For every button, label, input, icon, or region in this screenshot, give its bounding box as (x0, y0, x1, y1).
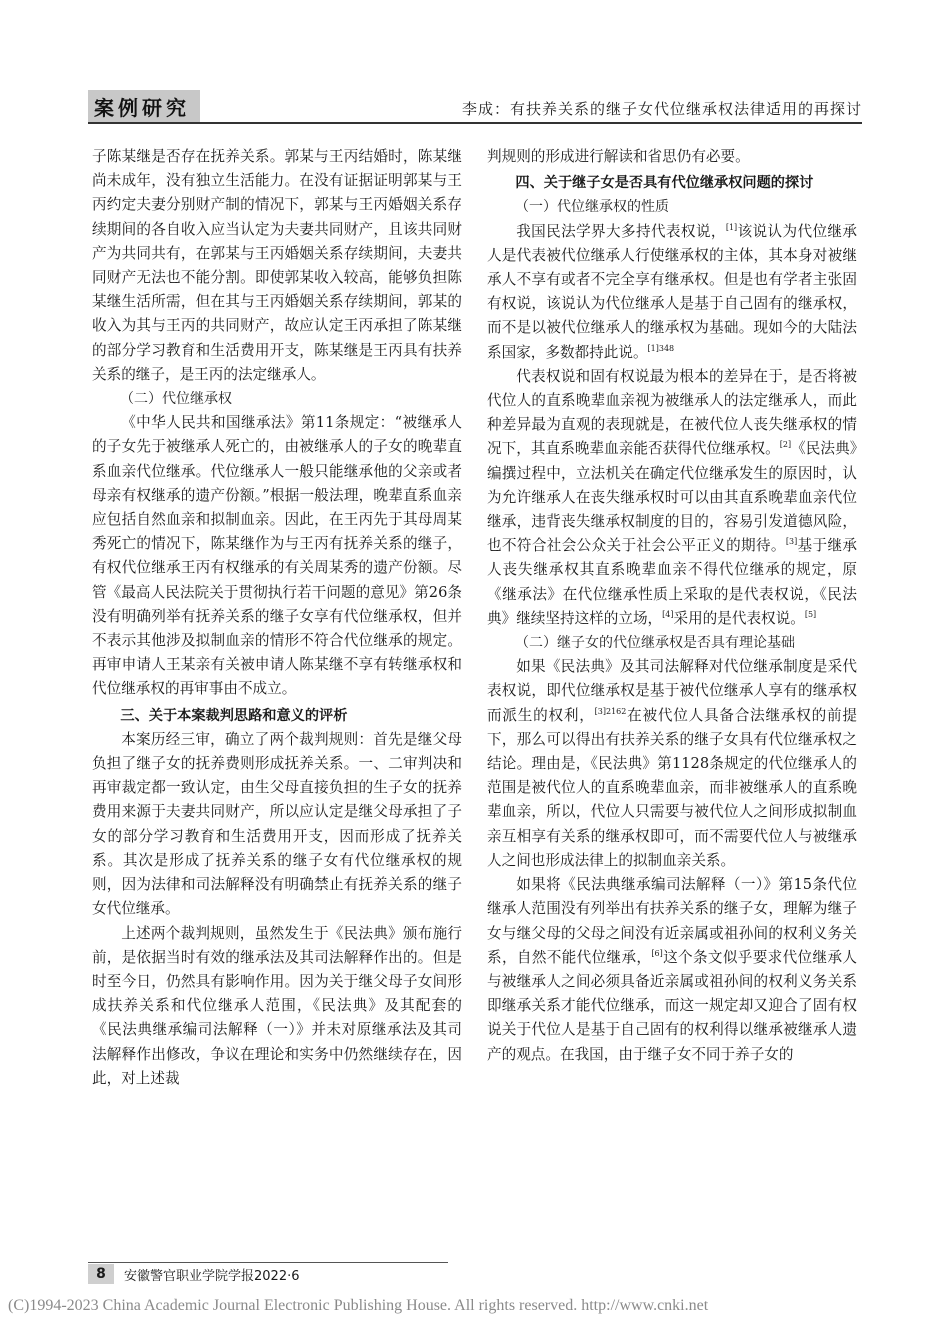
citation: [1] (725, 222, 738, 232)
subheading: （一）代位继承权的性质 (515, 199, 669, 216)
text: 如果《民法典》及其司法解释对代位继承制度是采代表权说，即代位继承权是基于被代位继承人享有的继承权而派生的权利， (487, 658, 857, 724)
section-heading: 四、关于继子女是否具有代位继承权问题的探讨 (515, 175, 814, 192)
text: 这个条文似乎要求代位继承人与被继承人之间必须具备近亲属或祖孙间的权利义务关系即继承关系才能代位继承，而这一规定却又迎合了固有权说关于代位人是基于自己固有的权利得以继承被继承人遗产的观点。在我国，由于继子女不同于养子女的 (487, 948, 857, 1063)
paragraph (487, 655, 857, 873)
text: 如果将《民法典继承编司法解释（一）》第15条代位继承人范围没有列举出有扶养关系的继子女，理解为继子女与继父母的父母之间没有近亲属或祖孙间的权利义务关系，自然不能代位继承， (487, 876, 857, 966)
left-column (92, 145, 462, 1091)
citation: [3]2162 (594, 706, 627, 716)
running-header (88, 86, 862, 126)
citation: [6] (651, 948, 663, 958)
journal-name: 安徽警官职业学院学报2022·6 (124, 1269, 300, 1284)
section-heading: 三、关于本案裁判思路和意义的评析 (120, 707, 348, 724)
paragraph: 子陈某继是否存在抚养关系。郭某与王丙结婚时，陈某继尚未成年，没有独立生活能力。在没有证据证明郭某与王丙约定夫妻分别财产制的情况下，郭某与王丙婚姻关系存续期间的各自收入应当认定为夫妻共同财产，且该共同财产为共同共有，在郭某与王丙婚姻关系存续期间，夫妻共同财产无法也不能分割。即使郭某收入较高，能够负担陈某继生活所需，但在其与王丙婚姻关系存续期间，郭某的收入为其与王丙的共同财产，故应认定王丙承担了陈某继的部分学习教育和生活费用开支，陈某继是王丙具有扶养关系的继子，是王丙的法定继承人。 (92, 148, 462, 383)
page-number: 8 (88, 1264, 114, 1284)
page-footer (88, 1262, 448, 1285)
paragraph: 上述两个裁判规则，虽然发生于《民法典》颁布施行前，是依据当时有效的继承法及其司法解释作出的。但是时至今日，仍然具有影响作用。因为关于继父母子女间形成扶养关系和代位继承人范围，《民法典》及其配套的《民法典继承编司法解释（一）》并未对原继承法及其司法解释作出修改，争议在理论和实务中仍然继续存在，因此，对上述裁 (92, 924, 462, 1087)
article-title: 李成：有扶养关系的继子女代位继承权法律适用的再探讨 (461, 100, 862, 118)
paragraph: 本案历经三审，确立了两个裁判规则：首先是继父母负担了继子女的抚养费则形成抚养关系。一、二审判决和再审裁定都一致认定，由生父母直接负担的生子女的抚养费用来源于夫妻共同财产，所以应认定是继父母承担了子女的部分学习教育和生活费用开支，因而形成了抚养关系。其次是形成了抚养关系的继子女有代位继承权的规则，因为法律和司法解释没有明确禁止有抚养关系的继子女代位继承。 (92, 730, 462, 918)
subheading: （二）代位继承权 (120, 391, 232, 408)
citation: [2] (779, 440, 792, 450)
citation: [3] (785, 537, 798, 547)
subheading: （二）继子女的代位继承权是否具有理论基础 (515, 635, 795, 652)
paragraph (487, 220, 857, 365)
text: 采用的是代表权说。 (673, 609, 805, 627)
paragraph (487, 873, 857, 1067)
header-divider (88, 122, 862, 124)
text: 基于继承人丧失继承权其直系晚辈血亲不得代位继承的规定，原《继承法》在代位继承性质上采取的是代表权说，《民法典》继续坚持这样的立场， (487, 537, 857, 627)
copyright-notice: (C)1994-2023 China Academic Journal Electronic Publishing House. All rights reserved. http://www.cnki.net (8, 1297, 709, 1314)
text: 该说认为代位继承人是代表被代位继承人行使继承权的主体，其本身对被继承人不享有或者不完全享有继承权。但是也有学者主张固有权说，该说认为代位继承人是基于自己固有的继承权，而不是以被代位继承人的继承权为基础。现如今的大陆法系国家，多数都持此说。 (487, 222, 857, 361)
citation: [5] (804, 610, 817, 619)
right-column (487, 145, 857, 1067)
citation: [4] (662, 610, 674, 619)
text: 在被代位人具备合法继承权的前提下，那么可以得出有扶养关系的继子女具有代位继承权之结论。理由是，《民法典》第1128条规定的代位继承人的范围是被代位人的直系晚辈血亲，而非被继承人的直系晚辈血亲，所以，代位人只需要与被代位人之间形成拟制血亲互相享有关系的继承权即可，而不需要代位人与被继承人之间也形成法律上的拟制血亲关系。 (487, 706, 857, 869)
paragraph (487, 365, 857, 631)
paragraph: 判规则的形成进行解读和省思仍有必要。 (487, 148, 750, 165)
text: 代表权说和固有权说最为根本的差异在于，是否将被代位人的直系晚辈血亲视为被继承人的法定继承人，而此种差异最为直观的表现就是，在被代位人丧失继承权的情况下，其直系晚辈血亲能否获得代位继承权。 (487, 367, 857, 458)
citation: [1]348 (647, 343, 675, 353)
paragraph: 《中华人民共和国继承法》第11条规定：“被继承人的子女先于被继承人死亡的，由被继承人的子女的晚辈直系血亲代位继承。代位继承人一般只能继承他的父亲或者母亲有权继承的遗产份额。”根据一般法理，晚辈直系血亲应包括自然血亲和拟制血亲。因此，在王丙先于其母周某秀死亡的情况下，陈某继作为与王丙有抚养关系的继子，有权代位继承王丙有权继承的有关周某秀的遗产份额。尽管《最高人民法院关于贯彻执行若干问题的意见》第26条没有明确列举有抚养关系的继子女享有代位继承权，但并不表示其他涉及拟制血亲的情形不符合代位继承的规定。再审申请人王某亲有关被申请人陈某继不享有转继承权和代位继承权的再审事由不成立。 (92, 414, 462, 698)
text: 我国民法学界大多持代表权说， (516, 222, 726, 240)
section-label: 案例研究 (88, 90, 200, 123)
text: 《民法典》编撰过程中，立法机关在确定代位继承发生的原因时，认为允许继承人在丧失继承权时可以由其直系晚辈血亲代位继承，违背丧失继承权制度的目的，容易引发道德风险，也不符合社会公众关于社会公平正义的期待。 (487, 440, 857, 555)
